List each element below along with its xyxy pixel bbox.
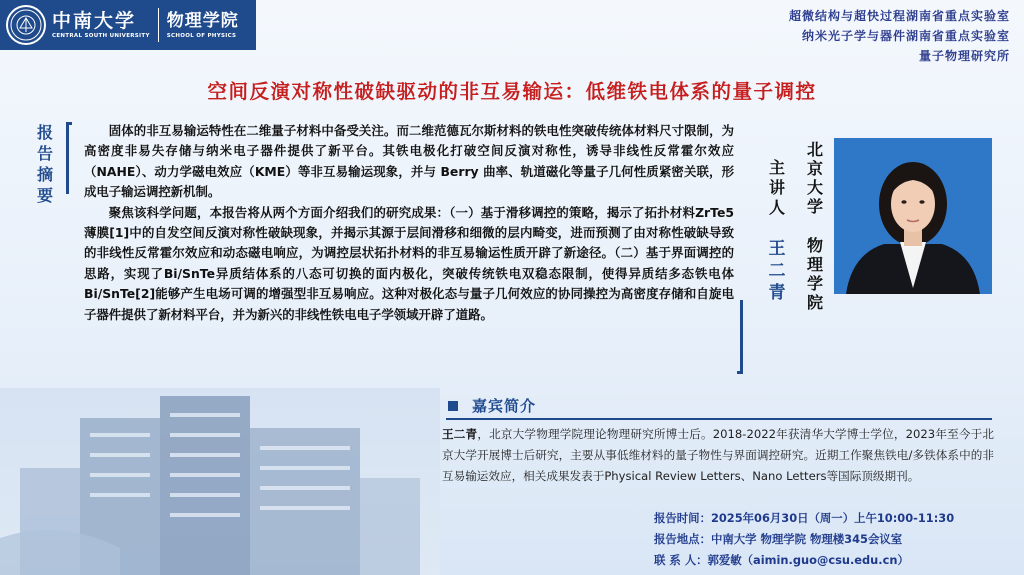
university-name: [52, 10, 150, 41]
university-seal-icon: [6, 5, 46, 45]
abstract-paragraph: 固体的非互易输运特性在二维量子材料中备受关注。而二维范德瓦尔斯材料的铁电性突破传统体材料尺寸限制，为高密度非易失存储与纳米电子器件提供了新平台。其铁电极化打破空间反演对称性，诱导非线性反常霍尔效应（NAHE）、动力学磁电效应（KME）等非互易输运现象，并与 Berry 曲率、轨道磁化等量子几何性质紧密关联，形成电子输运调控新机制。: [84, 123, 734, 200]
affiliation-char: 理: [806, 255, 823, 274]
abstract-text: [84, 121, 734, 325]
speaker-role-char: 主: [768, 158, 785, 177]
abstract-paragraph: 聚焦该科学问题，本报告将从两个方面介绍我们的研究成果：（一）基于滑移调控的策略，揭示了拓扑材料ZrTe5薄膜[1]中的自发空间反演对称性破缺现象，并揭示其源于层间滑移和细微的层内畸变，进而预测了由对称性破缺导致的非线性反常霍尔效应和动态磁电响应，为调控层状拓扑材料的非互易输运性质开辟了新途径。（二）基于界面调控的思路，实现了Bi/SnTe异质结体系的八态可切换的面内极化，突破传统铁电双稳态限制，使得异质结多态铁电体Bi/SnTe[2]能够产生电场可调的增强型非互易响应。这种对极化态与量子几何效应的协同操控为高密度存储和自旋电子器件提供了新材料平台，并为新兴的非线性铁电电子学领域开辟了道路。: [84, 204, 734, 322]
affiliation-char: 北: [806, 140, 823, 159]
lab-name: 量子物理研究所: [918, 49, 1010, 63]
campus-building-image: [0, 388, 440, 575]
speaker-name: [766, 238, 788, 304]
guest-bio-text: ，北京大学物理学院理论物理研究所博士后。2018-2022年获清华大学博士学位，2023年至今于北京大学开展博士后研究，主要从事低维材料的量子物性与界面调控研究。近期工作聚焦铁电/多铁体系中的非互易输运效应，相关成果发表于Physical Review Letters、Nano Letters等国际顶级期刊。: [442, 427, 994, 483]
university-logo-bar: [0, 0, 256, 50]
event-contact: 联 系 人：郭爱敏（aimin.guo@csu.edu.cn）: [654, 553, 909, 567]
speaker-portrait-icon: [834, 138, 992, 294]
affiliation-char: 京: [806, 159, 823, 178]
lab-name: 纳米光子学与器件湖南省重点实验室: [801, 29, 1010, 43]
speaker-role-char: 人: [768, 198, 785, 217]
abstract-bracket-left: [66, 122, 72, 194]
lab-name: 超微结构与超快过程湖南省重点实验室: [788, 9, 1010, 23]
speaker-photo: [834, 138, 992, 294]
speaker-affiliation-school: [804, 236, 826, 312]
guest-bio: [442, 424, 994, 487]
square-bullet-icon: [448, 401, 458, 411]
abstract-label-char: 要: [36, 186, 53, 205]
abstract-label: [34, 122, 56, 206]
school-name-en: SCHOOL OF PHYSICS: [166, 32, 237, 39]
abstract-label-char: 摘: [36, 165, 53, 184]
guest-divider: [446, 418, 992, 420]
event-location: 报告地点：中南大学 物理学院 物理楼345会议室: [654, 532, 903, 546]
affiliation-char: 大: [806, 178, 823, 197]
lab-list: [789, 6, 1010, 66]
event-time: 报告时间：2025年06月30日（周一）上午10:00-11:30: [654, 511, 955, 525]
school-name: [167, 10, 239, 41]
event-info: [654, 508, 954, 571]
affiliation-char: 学: [806, 274, 823, 293]
talk-title: 空间反演对称性破缺驱动的非互易输运：低维铁电体系的量子调控: [207, 80, 817, 103]
speaker-name-char: 二: [768, 261, 786, 281]
speaker-role: [766, 158, 788, 218]
affiliation-char: 院: [806, 293, 823, 312]
speaker-name-char: 青: [768, 283, 786, 303]
school-name-cn: 物理学院: [166, 10, 239, 31]
affiliation-char: 物: [806, 236, 823, 255]
university-name-en: CENTRAL SOUTH UNIVERSITY: [52, 32, 150, 39]
guest-name: 王二青: [442, 427, 478, 441]
speaker-affiliation-university: [804, 140, 826, 216]
abstract-label-char: 告: [36, 144, 53, 163]
guest-section-header: [448, 395, 536, 416]
affiliation-char: 学: [806, 197, 823, 216]
speaker-name-char: 王: [768, 239, 786, 259]
speaker-role-char: 讲: [768, 178, 785, 197]
logo-divider: [158, 8, 159, 42]
abstract-bracket-right: [737, 300, 743, 374]
guest-section-title: 嘉宾简介: [472, 397, 537, 415]
abstract-label-char: 报: [36, 123, 53, 142]
university-name-cn: 中南大学: [52, 9, 137, 32]
